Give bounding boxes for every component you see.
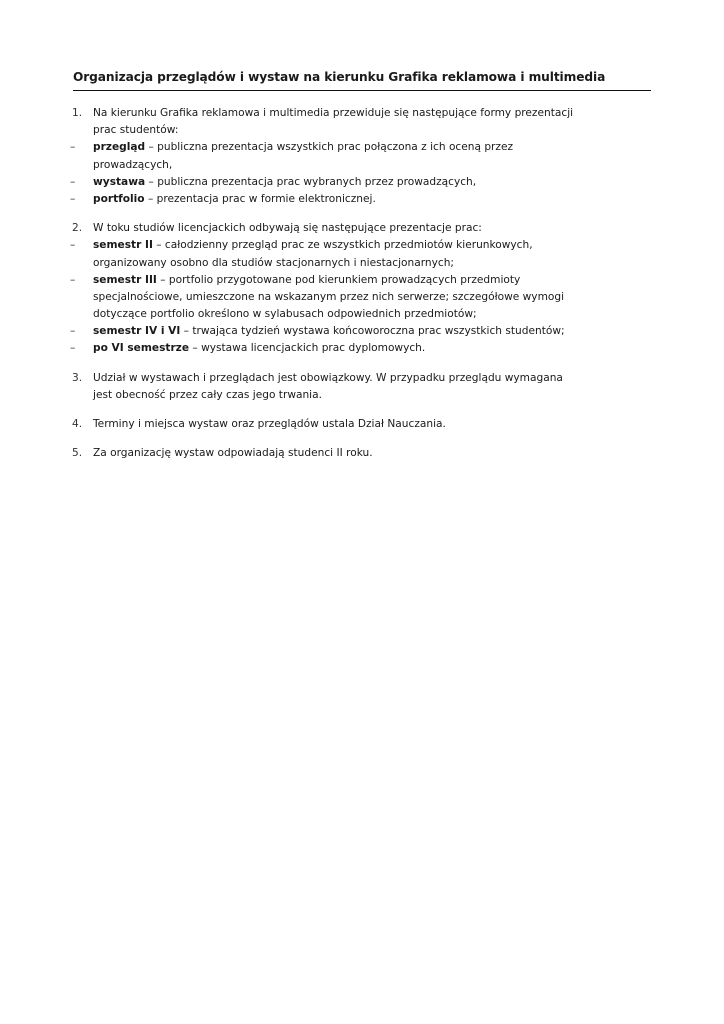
title-underline <box>73 90 651 91</box>
document-title: Organizacja przeglądów i wystaw na kierunku Grafika reklamowa i multimedia <box>73 70 606 84</box>
dash-marker: – <box>70 175 76 188</box>
bullet-continuation <box>0 157 724 174</box>
bullet-term: semestr III <box>93 273 157 286</box>
bullet-term: po VI semestrze <box>93 342 190 355</box>
section-line <box>0 445 724 462</box>
bullet-term: semestr II <box>93 239 153 252</box>
document-body <box>0 105 724 474</box>
section-5 <box>0 445 724 462</box>
section-line <box>0 416 724 433</box>
section-number: 1. <box>72 107 83 119</box>
dash-marker: – <box>70 141 76 154</box>
bullet-text: semestr IV i VI – trwająca tydzień wystawa końcoworoczna prac wszystkich studentów; <box>93 325 565 338</box>
dash-marker: – <box>70 239 76 252</box>
bullet-text: prowadzących, <box>93 158 173 171</box>
bullet-continuation <box>0 255 724 272</box>
bullet-item <box>0 272 724 289</box>
bullet-text: specjalnościowe, umieszczone na wskazanym przez nich serwerze; szczegółowe wymogi <box>93 290 565 303</box>
bullet-text: portfolio – prezentacja prac w formie elektronicznej. <box>93 192 376 205</box>
bullet-continuation <box>0 289 724 306</box>
bullet-term: wystawa <box>93 175 146 188</box>
dash-marker: – <box>70 273 76 286</box>
section-line <box>0 122 724 139</box>
dash-marker: – <box>70 325 76 338</box>
bullet-item <box>0 139 724 156</box>
section-4 <box>0 416 724 433</box>
section-text: prac studentów: <box>93 124 179 137</box>
bullet-text: semestr II – całodzienny przegląd prac ze wszystkich przedmiotów kierunkowych, <box>93 239 533 252</box>
section-text: W toku studiów licencjackich odbywają się następujące prezentacje prac: <box>93 222 482 235</box>
section-number: 2. <box>72 222 83 235</box>
dash-marker: – <box>70 342 76 355</box>
bullet-item <box>0 237 724 254</box>
section-2 <box>0 220 724 358</box>
section-text: Na kierunku Grafika reklamowa i multimedia przewiduje się następujące formy prezentacji <box>93 107 574 119</box>
section-number: 3. <box>72 371 83 384</box>
bullet-text: przegląd – publiczna prezentacja wszystkich prac połączona z ich oceną przez <box>93 141 514 154</box>
bullet-text: semestr III – portfolio przygotowane pod kierunkiem prowadzących przedmioty <box>93 273 521 286</box>
bullet-text: dotyczące portfolio określono w sylabusach odpowiednich przedmiotów; <box>93 308 477 321</box>
section-line <box>0 105 724 122</box>
section-line <box>0 220 724 237</box>
dash-marker: – <box>70 192 76 205</box>
bullet-text: po VI semestrze – wystawa licencjackich prac dyplomowych. <box>93 342 426 355</box>
bullet-term: portfolio <box>93 192 145 205</box>
section-text: Terminy i miejsca wystaw oraz przeglądów ustala Dział Nauczania. <box>93 418 446 430</box>
bullet-item <box>0 323 724 340</box>
section-text: Za organizację wystaw odpowiadają studenci II roku. <box>93 447 373 460</box>
section-number: 4. <box>72 418 83 430</box>
bullet-continuation <box>0 306 724 323</box>
section-3 <box>0 370 724 404</box>
section-text: jest obecność przez cały czas jego trwania. <box>93 388 322 401</box>
bullet-item <box>0 174 724 191</box>
section-number: 5. <box>72 447 83 460</box>
bullet-term: semestr IV i VI <box>93 325 181 338</box>
section-text: Udział w wystawach i przeglądach jest obowiązkowy. W przypadku przeglądu wymagana <box>93 371 563 384</box>
section-line <box>0 370 724 387</box>
bullet-text: organizowany osobno dla studiów stacjonarnych i niestacjonarnych; <box>93 256 454 269</box>
bullet-item <box>0 191 724 208</box>
section-line <box>0 387 724 404</box>
bullet-item <box>0 340 724 357</box>
section-1 <box>0 105 724 208</box>
bullet-term: przegląd <box>93 141 146 154</box>
bullet-text: wystawa – publiczna prezentacja prac wybranych przez prowadzących, <box>93 175 477 188</box>
